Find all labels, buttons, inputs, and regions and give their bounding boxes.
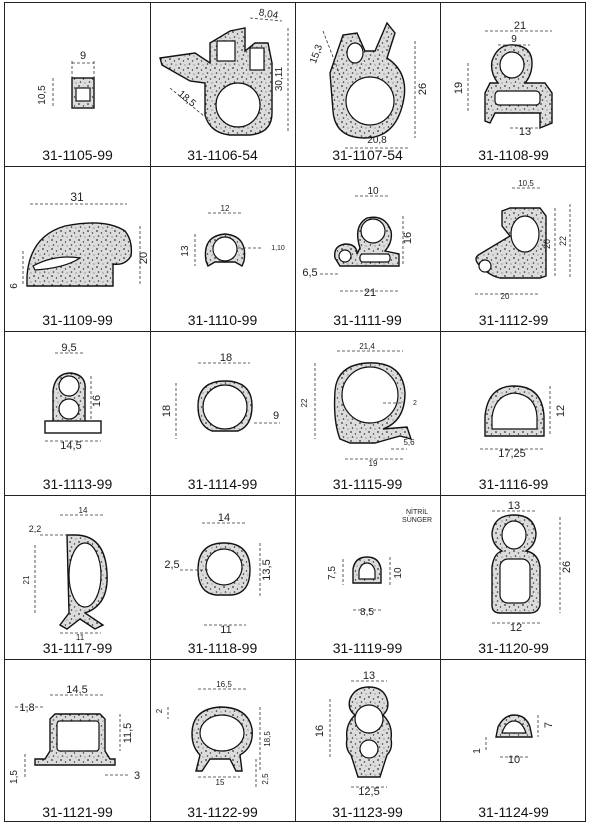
part-code: 31-1124-99 bbox=[478, 804, 549, 820]
dimension-label: 9 bbox=[272, 410, 280, 422]
profile-cell bbox=[5, 659, 150, 823]
profile-drawing bbox=[150, 3, 295, 144]
profile-cell bbox=[5, 495, 150, 659]
dimension-label: 1,5 bbox=[9, 770, 20, 784]
profile-drawing bbox=[440, 495, 587, 637]
dimension-label: 16 bbox=[91, 394, 103, 408]
dimension-label: 16 bbox=[314, 724, 326, 738]
profile-cavity bbox=[250, 48, 264, 70]
profile-cavity bbox=[360, 254, 390, 262]
dimension-label: 15 bbox=[215, 778, 225, 787]
profile-cavity bbox=[59, 376, 79, 396]
profile-drawing bbox=[5, 166, 150, 309]
dimension-label: 11 bbox=[220, 624, 232, 636]
dimension-label: 22 bbox=[558, 235, 568, 247]
profile-drawing bbox=[440, 659, 587, 801]
profile-cavity bbox=[347, 43, 363, 63]
part-code: 31-1107-54 bbox=[332, 147, 403, 163]
profile-drawing bbox=[5, 495, 150, 642]
profile-drawing bbox=[440, 3, 587, 144]
dimension-label: 18 bbox=[219, 352, 233, 364]
profile-cavity bbox=[206, 549, 242, 585]
dimension-label: 5,6 bbox=[403, 438, 415, 447]
dimension-label: 8,5 bbox=[360, 607, 374, 618]
part-code: 31-1111-99 bbox=[333, 312, 402, 328]
part-code: 31-1120-99 bbox=[478, 640, 549, 656]
part-code: 31-1109-99 bbox=[42, 312, 113, 328]
dimension-label: 7 bbox=[543, 721, 555, 729]
profile-cavity bbox=[495, 91, 540, 105]
dimension-label: 11 bbox=[75, 633, 85, 642]
part-code: 31-1108-99 bbox=[478, 147, 549, 163]
dimension-label: 13 bbox=[362, 670, 376, 682]
profile-drawing bbox=[150, 495, 295, 637]
part-code: 31-1123-99 bbox=[332, 804, 403, 820]
dimension-label: 2,5 bbox=[164, 559, 180, 571]
dimension-label: 14 bbox=[78, 506, 88, 515]
dimension-label: 16 bbox=[402, 231, 414, 245]
dimension-label: 19 bbox=[453, 81, 465, 95]
profile-cavity bbox=[76, 88, 90, 101]
profile-cavity bbox=[359, 563, 375, 579]
profile-cavity bbox=[203, 385, 247, 429]
profile-cavity bbox=[511, 216, 539, 252]
profile-drawing bbox=[295, 3, 440, 144]
dimension-label: 13 bbox=[507, 500, 521, 512]
dimension-label: 20 bbox=[500, 292, 510, 301]
profile-cell bbox=[295, 331, 440, 495]
dimension-label: 12 bbox=[509, 622, 523, 634]
part-code: 31-1112-99 bbox=[478, 312, 549, 328]
dimension-label: 10,5 bbox=[37, 85, 48, 105]
profile-cavity bbox=[59, 399, 79, 419]
dimension-label: 26 bbox=[561, 560, 573, 574]
profile-cell bbox=[440, 3, 587, 166]
dimension-label: 1,8 bbox=[19, 702, 35, 714]
part-code: 31-1110-99 bbox=[187, 312, 258, 328]
dimension-label: 20 bbox=[542, 238, 552, 250]
profile-cell bbox=[5, 3, 150, 166]
dimension-label: 13 bbox=[180, 245, 191, 257]
part-code: 31-1118-99 bbox=[187, 640, 258, 656]
dimension-label: 12 bbox=[555, 404, 567, 418]
dimension-label: 11,5 bbox=[122, 722, 134, 744]
dimension-label: 10 bbox=[393, 567, 404, 579]
dimension-label: 21,4 bbox=[359, 342, 375, 351]
profile-section bbox=[27, 223, 131, 286]
profile-cavity bbox=[355, 705, 383, 733]
dimension-label: 3 bbox=[133, 770, 141, 782]
material-note-line: NİTRİL bbox=[405, 509, 429, 516]
dimension-label: 22 bbox=[300, 398, 309, 408]
profile-cell bbox=[150, 495, 295, 659]
part-code: 31-1105-99 bbox=[42, 147, 113, 163]
dimension-label: 14 bbox=[217, 512, 231, 524]
profile-cell bbox=[440, 166, 587, 331]
profile-cavity bbox=[213, 237, 237, 261]
profile-cell bbox=[150, 659, 295, 823]
profile-cavity bbox=[339, 250, 351, 262]
profile-cell bbox=[150, 166, 295, 331]
profile-cavity bbox=[216, 83, 260, 127]
part-code: 31-1116-99 bbox=[478, 476, 549, 492]
part-code: 31-1106-54 bbox=[187, 147, 258, 163]
dimension-label: 9,5 bbox=[61, 342, 77, 354]
dimension-label: 6 bbox=[9, 283, 20, 289]
profile-cell bbox=[295, 166, 440, 331]
dimension-label: 8,04 bbox=[257, 7, 279, 22]
dimension-label: 2,2 bbox=[28, 524, 42, 534]
profile-drawing bbox=[440, 166, 587, 309]
profile-cavity bbox=[502, 521, 526, 549]
dimension-label: 19 bbox=[368, 459, 378, 468]
catalog-sheet bbox=[4, 2, 586, 822]
profile-drawing bbox=[295, 659, 440, 801]
profile-section bbox=[45, 421, 101, 433]
profile-cavity bbox=[360, 740, 378, 758]
profile-cavity bbox=[500, 559, 530, 603]
profile-cell bbox=[440, 659, 587, 823]
dimension-label: 2 bbox=[413, 400, 417, 407]
profile-drawing bbox=[150, 659, 295, 801]
material-note bbox=[402, 509, 432, 525]
dimension-label: 26 bbox=[417, 82, 429, 96]
profile-drawing bbox=[440, 331, 587, 473]
dimension-label: 21 bbox=[363, 287, 377, 299]
profile-cavity bbox=[200, 715, 244, 751]
dimension-label: 21 bbox=[22, 575, 31, 585]
part-code: 31-1115-99 bbox=[332, 476, 403, 492]
dimension-label: 15,3 bbox=[308, 43, 326, 66]
dimension-label: 31 bbox=[70, 190, 84, 204]
profile-cell bbox=[295, 495, 440, 659]
profile-cell bbox=[150, 3, 295, 166]
part-code: 31-1113-99 bbox=[42, 476, 113, 492]
material-note-line: SÜNGER bbox=[402, 517, 432, 524]
dimension-label: 21 bbox=[513, 20, 527, 32]
dimension-label: 17,25 bbox=[498, 448, 526, 460]
dimension-label: 16,5 bbox=[216, 680, 232, 689]
profile-cavity bbox=[346, 77, 394, 125]
profile-drawing bbox=[150, 166, 295, 309]
profile-cavity bbox=[479, 260, 491, 272]
dimension-label: 14,5 bbox=[66, 684, 88, 696]
profile-cavity bbox=[217, 41, 235, 61]
profile-drawing bbox=[295, 331, 440, 473]
dimension-label: 20 bbox=[138, 251, 150, 265]
dimension-label: 9 bbox=[79, 50, 87, 62]
dimension-label: 18,5 bbox=[175, 88, 198, 110]
dimension-label: 18 bbox=[161, 404, 173, 418]
dimension-label: 13 bbox=[518, 126, 532, 138]
dimension-label: 12 bbox=[220, 204, 230, 213]
dimension-label: 2 bbox=[155, 708, 164, 714]
profile-cell bbox=[440, 495, 587, 659]
dimension-label: 1,10 bbox=[271, 245, 285, 252]
dimension-label: 12,5 bbox=[358, 786, 380, 798]
dimension-label: 13,5 bbox=[261, 559, 273, 581]
dimension-label: 10 bbox=[367, 186, 379, 197]
dimension-label: 7,5 bbox=[327, 566, 338, 580]
profile-cell bbox=[295, 659, 440, 823]
dimension-label: 20,8 bbox=[367, 135, 387, 146]
profile-cell bbox=[440, 331, 587, 495]
profile-cavity bbox=[342, 367, 398, 423]
dimension-label: 6,5 bbox=[302, 267, 318, 279]
part-code: 31-1119-99 bbox=[332, 640, 403, 656]
profile-drawing bbox=[150, 331, 295, 473]
dimension-label: 14,5 bbox=[60, 440, 82, 452]
profile-cell bbox=[5, 166, 150, 331]
profile-drawing bbox=[5, 659, 150, 801]
profile-cavity bbox=[57, 721, 99, 751]
dimension-label: 10,5 bbox=[518, 179, 534, 188]
dimension-label: 10 bbox=[507, 754, 521, 766]
profile-cavity bbox=[361, 219, 385, 243]
part-code: 31-1117-99 bbox=[42, 640, 113, 656]
part-code: 31-1122-99 bbox=[187, 804, 258, 820]
dimension-label: 1 bbox=[472, 748, 483, 754]
profile-drawing bbox=[5, 331, 150, 473]
part-code: 31-1114-99 bbox=[187, 476, 258, 492]
profile-cell bbox=[150, 331, 295, 495]
profile-cavity bbox=[69, 543, 101, 607]
profile-cell bbox=[295, 3, 440, 166]
dimension-label: 18,5 bbox=[263, 731, 272, 747]
profile-cavity bbox=[500, 52, 524, 78]
dimension-label: 2,5 bbox=[261, 773, 270, 785]
profile-drawing bbox=[295, 166, 440, 309]
profile-cell bbox=[5, 331, 150, 495]
dimension-label: 9 bbox=[511, 34, 517, 45]
profile-drawing bbox=[5, 3, 150, 144]
dimension-label: 30,11 bbox=[274, 66, 285, 92]
part-code: 31-1121-99 bbox=[42, 804, 113, 820]
